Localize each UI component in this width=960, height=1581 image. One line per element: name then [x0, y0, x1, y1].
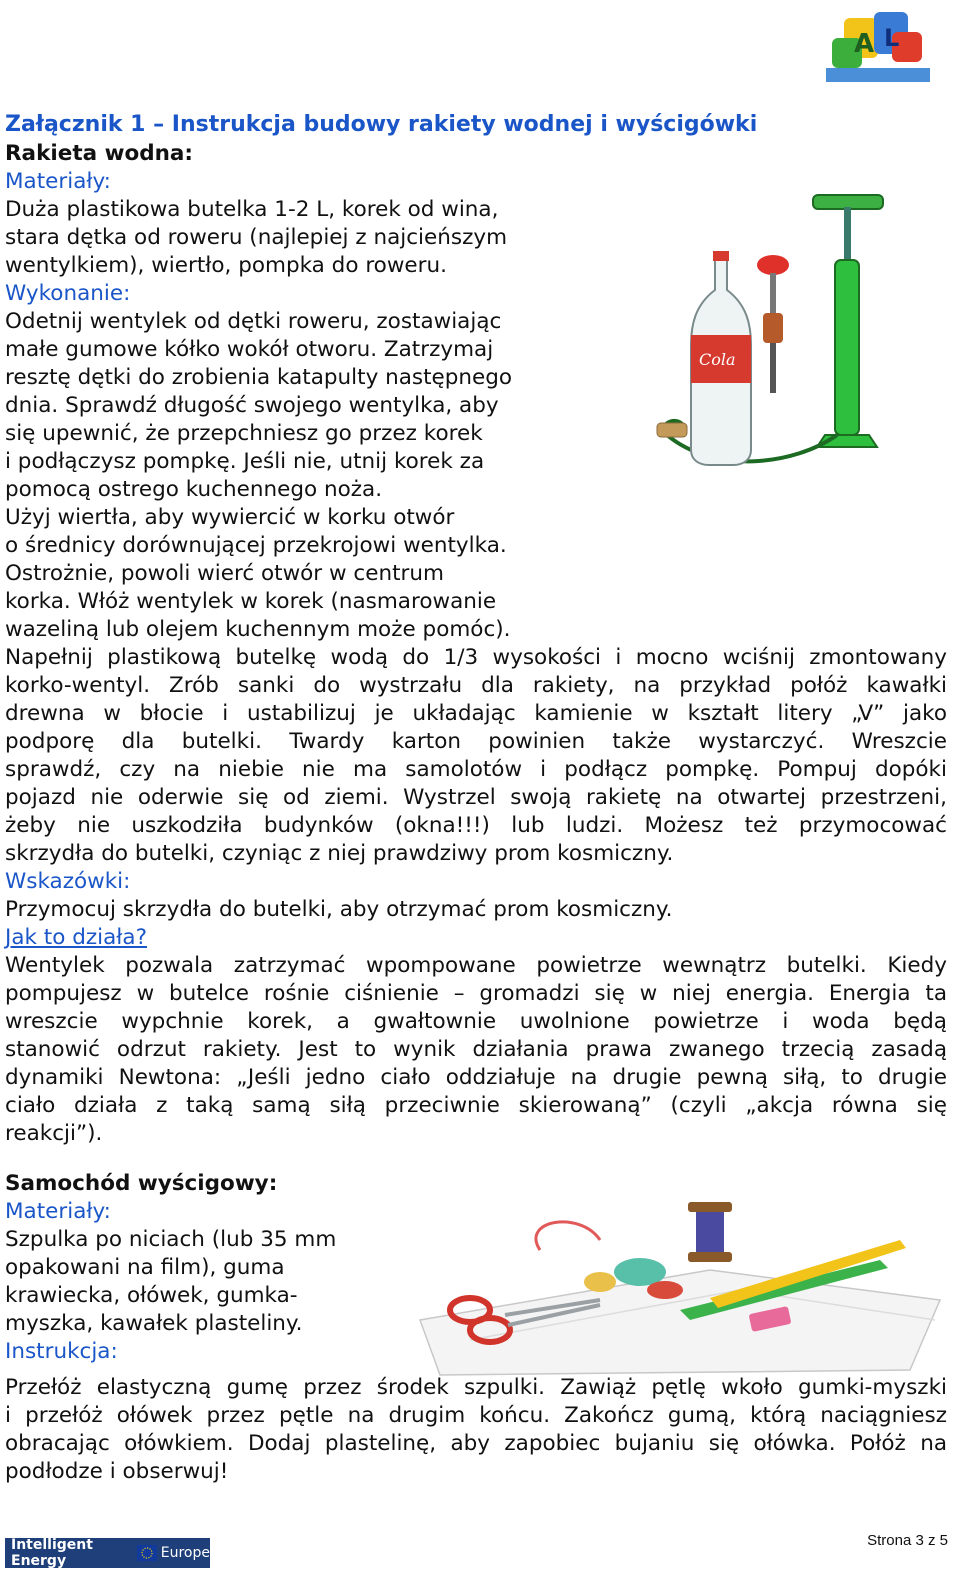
car-materials-line: Szpulka po niciach (lub 35 mm [5, 1227, 337, 1252]
svg-text:L: L [884, 24, 900, 52]
rocket-materials-line: wentylkiem), wiertło, pompka do roweru. [5, 253, 447, 278]
footer-program-label: Intelligent Energy [11, 1537, 93, 1569]
rocket-how-line: ciało działa z taką samą siłą przeciwnie skierowaną” (czyli „akcja równa się [5, 1093, 947, 1118]
rocket-how-line: pompujesz w butelce rośnie ciśnienie – gromadzi się w niej energia. Energia ta [5, 981, 947, 1006]
rocket-execution-line: Odetnij wentylek od dętki roweru, zostawiając [5, 309, 502, 334]
rocket-execution-line: wazeliną lub olejem kuchennym może pomóc). [5, 617, 511, 642]
document-title: Załącznik 1 – Instrukcja budowy rakiety wodnej i wyścigówki [5, 112, 758, 137]
rocket-materials-line: Duża plastikowa butelka 1-2 L, korek od wina, [5, 197, 499, 222]
rocket-heading: Rakieta wodna: [5, 141, 194, 166]
rocket-how-line: stanowić odrzut rakiety. Jest to wynik działania prawa zwanego trzecią zasadą [5, 1037, 947, 1062]
rocket-execution-line: małe gumowe kółko wokół otworu. Zatrzymaj [5, 337, 494, 362]
rocket-execution-wide-line: sprawdź, czy na niebie nie ma samolotów i podłącz pompkę. Pompuj dopóki [5, 757, 947, 782]
rocket-execution-line: Ostrożnie, powoli wierć otwór w centrum [5, 561, 444, 586]
rocket-materials-illustration [655, 185, 900, 490]
car-heading: Samochód wyścigowy: [5, 1171, 278, 1196]
footer-region-label: Europe [160, 1545, 210, 1561]
rocket-execution-line: Użyj wiertła, aby wywiercić w korku otwór [5, 505, 455, 530]
page-number: Strona 3 z 5 [867, 1532, 948, 1549]
rocket-execution-wide-line: skrzydła do butelki, czyniąc z niej prawdziwy prom kosmiczny. [5, 841, 674, 866]
rocket-execution-line: się upewnić, że przepchniesz go przez korek [5, 421, 483, 446]
rocket-materials-line: stara dętka od roweru (najlepiej z najcieńszym [5, 225, 508, 250]
rocket-tips-label: Wskazówki: [5, 869, 131, 894]
rocket-execution-line: korka. Włóż wentylek w korek (nasmarowanie [5, 589, 497, 614]
rocket-tips-text: Przymocuj skrzydła do butelki, aby otrzymać prom kosmiczny. [5, 897, 673, 922]
car-instructions-line: obracając ołówkiem. Dodaj plastelinę, aby zapobiec bujaniu się ołówka. Połóż na [5, 1431, 947, 1456]
rocket-how-line: dynamiki Newtona: „Jeśli jedno ciało oddziałuje na drugie pewną siłą, to drugie [5, 1065, 947, 1090]
rocket-execution-line: dnia. Sprawdź długość swojego wentylka, aby [5, 393, 499, 418]
rocket-materials-label: Materiały: [5, 169, 111, 194]
intelligent-energy-europe-logo [5, 1538, 210, 1568]
eu-flag-icon [137, 1545, 157, 1561]
car-instructions-line: i przełóż ołówek przez pętle na drugim końcu. Zakończ gumą, którą naciągniesz [5, 1403, 947, 1428]
rocket-how-label: Jak to działa? [5, 925, 147, 950]
rocket-execution-wide-line: korko-wentyl. Zrób sanki do wystrzału dla rakiety, na przykład połóż kawałki [5, 673, 947, 698]
rocket-execution-label: Wykonanie: [5, 281, 131, 306]
car-materials-line: myszka, kawałek plasteliny. [5, 1311, 303, 1336]
rocket-execution-line: o średnicy dorównującej przekrojowi wentylka. [5, 533, 507, 558]
car-materials-line: krawiecka, ołówek, gumka- [5, 1283, 298, 1308]
car-materials-line: opakowani na film), guma [5, 1255, 285, 1280]
rocket-execution-line: pomocą ostrego kuchennego noża. [5, 477, 383, 502]
rocket-execution-wide-line: drewna w błocie i ustabilizuj je układając kamienie w kształt litery „V” jako [5, 701, 947, 726]
rocket-how-line: wreszcie wypchnie korek, a gwałtownie uwolnione powietrze i woda będą [5, 1009, 947, 1034]
active-learning-logo [826, 8, 930, 84]
rocket-execution-wide-line: Napełnij plastikową butelkę wodą do 1/3 wysokości i mocno wciśnij zmontowany [5, 645, 947, 670]
rocket-execution-wide-line: podporę dla butelki. Twardy karton powinien także wystarczyć. Wreszcie [5, 729, 947, 754]
svg-text:Cola: Cola [699, 350, 736, 369]
rocket-how-last-line: reakcji”). [5, 1121, 103, 1146]
rocket-execution-line: resztę dętki do zrobienia katapulty następnego [5, 365, 513, 390]
rocket-execution-wide-line: żeby nie uszkodziła budynków (okna!!!) lub ludzi. Możesz też przymocować [5, 813, 947, 838]
rocket-how-line: Wentylek pozwala zatrzymać wpompowane powietrze wewnątrz butelki. Kiedy [5, 953, 947, 978]
rocket-execution-line: i podłączysz pompkę. Jeśli nie, utnij korek za [5, 449, 485, 474]
car-materials-label: Materiały: [5, 1199, 111, 1224]
svg-text:A: A [854, 29, 875, 59]
car-instructions-line: Przełóż elastyczną gumę przez środek szpulki. Zawiąż pętlę wkoło gumki-myszki [5, 1375, 947, 1400]
car-instructions-last-line: podłodze i obserwuj! [5, 1459, 229, 1484]
car-materials-illustration [410, 1190, 945, 1380]
rocket-execution-wide-line: pojazd nie oderwie się od ziemi. Wystrzel swoją rakietę na otwartej przestrzeni, [5, 785, 947, 810]
car-instructions-label: Instrukcja: [5, 1339, 118, 1364]
